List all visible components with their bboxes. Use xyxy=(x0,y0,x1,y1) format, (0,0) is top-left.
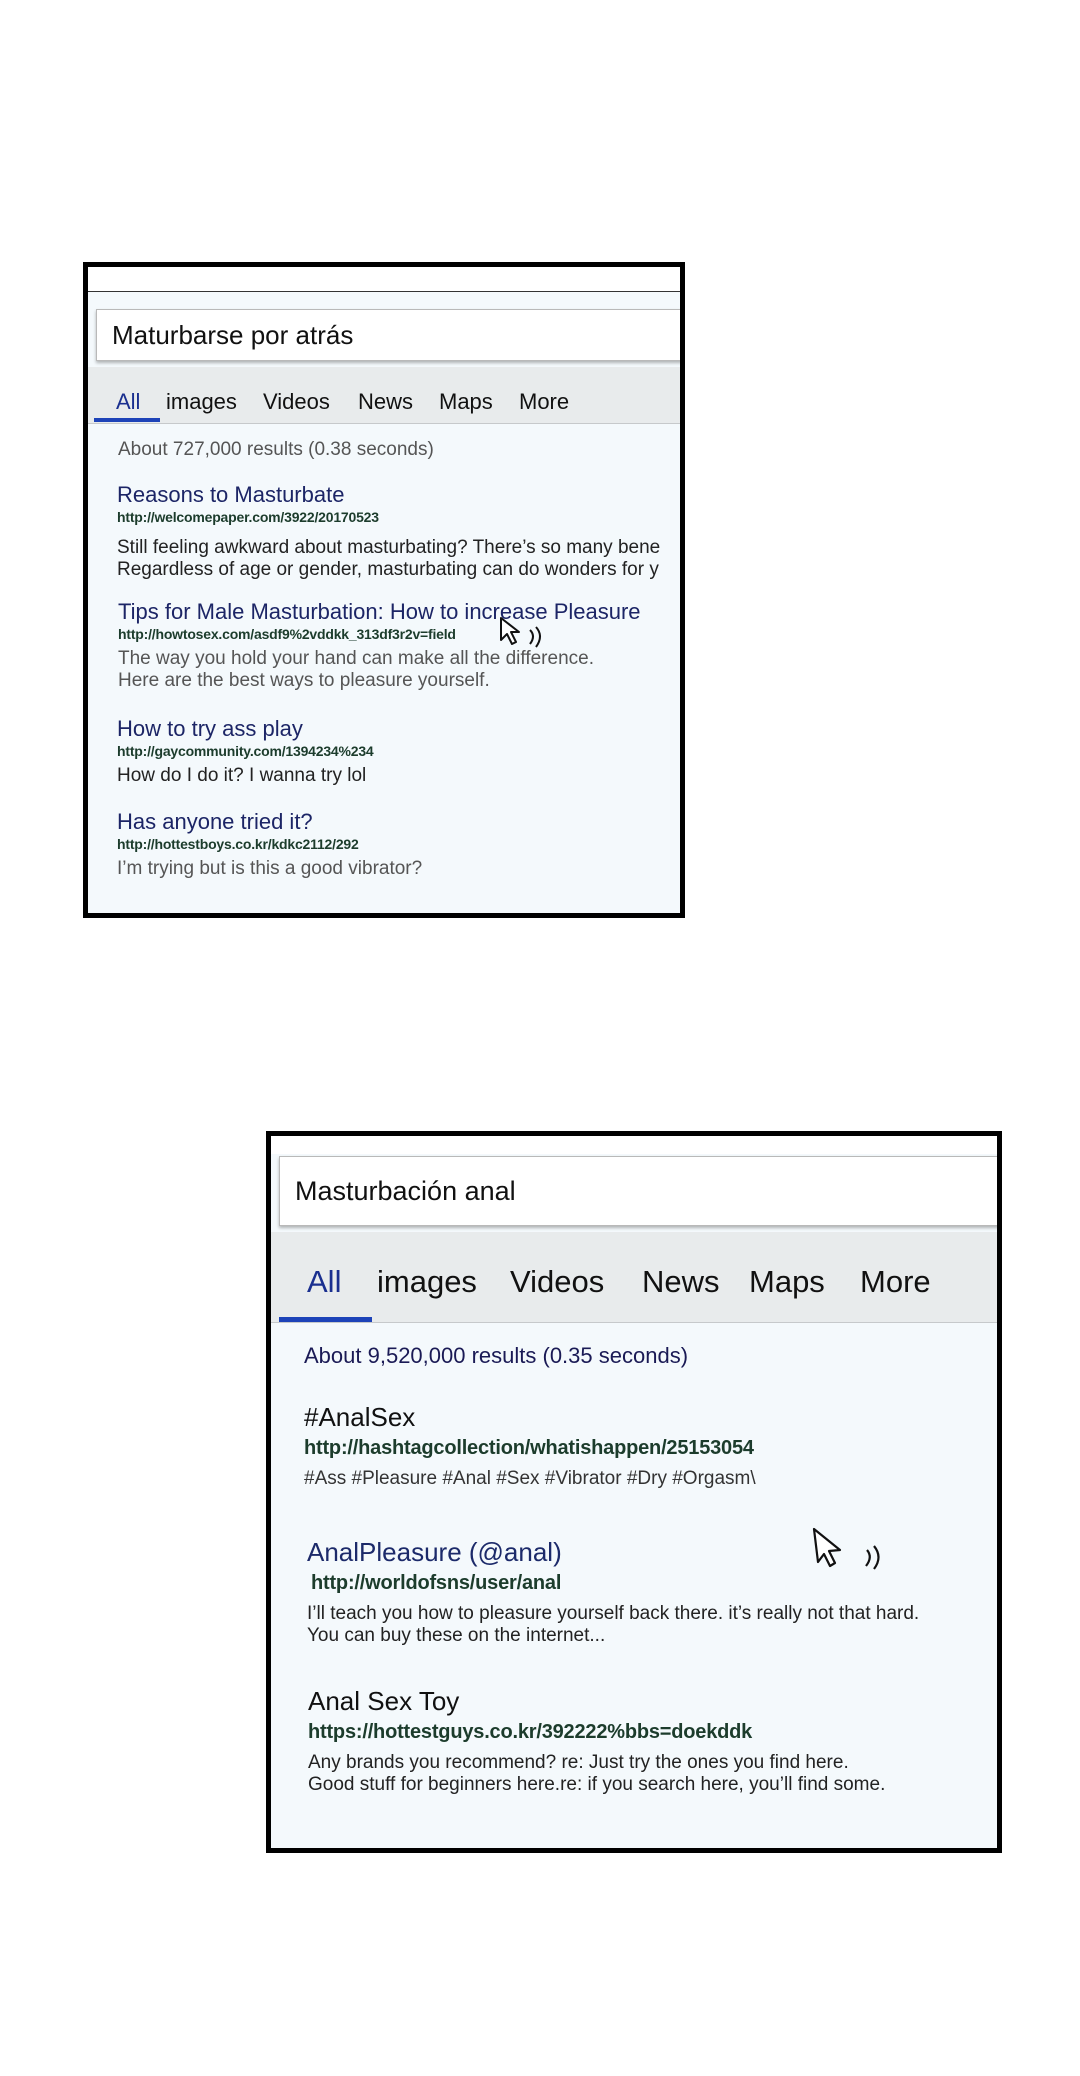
snippet-line: Good stuff for beginners here.re: if you search here, you’ll find some. xyxy=(308,1774,886,1795)
search-result xyxy=(117,809,422,880)
browser-top-bar xyxy=(271,1136,997,1154)
search-result xyxy=(118,599,641,692)
result-snippet xyxy=(304,1468,756,1490)
tab-more[interactable]: More xyxy=(860,1264,931,1299)
snippet-line: Still feeling awkward about masturbating? There’s so many bene xyxy=(117,537,661,558)
snippet-line: You can buy these on the internet... xyxy=(307,1625,606,1646)
search-result xyxy=(117,716,374,787)
result-url: http://hottestboys.co.kr/kdkc2112/292 xyxy=(117,836,359,852)
search-query-text: Masturbación anal xyxy=(295,1175,516,1206)
snippet-line: I’m trying but is this a good vibrator? xyxy=(117,858,423,879)
result-url: http://welcomepaper.com/3922/20170523 xyxy=(117,509,379,525)
snippet-line: Any brands you recommend? re: Just try the ones you find here. xyxy=(308,1752,849,1773)
mouse-pointer-icon xyxy=(498,616,548,658)
result-url: http://gaycommunity.com/1394234%234 xyxy=(117,743,374,759)
result-snippet xyxy=(307,1603,919,1647)
search-tabs xyxy=(271,1232,997,1323)
search-input[interactable] xyxy=(96,309,685,361)
result-snippet xyxy=(117,858,422,880)
mouse-pointer-icon xyxy=(811,1526,891,1578)
search-result xyxy=(117,482,660,581)
tab-all[interactable]: All xyxy=(307,1264,342,1299)
result-title-link[interactable]: Anal Sex Toy xyxy=(308,1686,460,1716)
browser-top-bar xyxy=(88,267,680,292)
tab-news[interactable]: News xyxy=(642,1264,720,1299)
snippet-line: Here are the best ways to pleasure yourself. xyxy=(118,670,490,691)
tab-videos[interactable]: Videos xyxy=(510,1264,605,1299)
snippet-line: Regardless of age or gender, masturbating can do wonders for y xyxy=(117,559,659,580)
result-title-link[interactable]: Reasons to Masturbate xyxy=(117,482,345,507)
result-title-link[interactable]: Tips for Male Masturbation: How to increase Pleasure xyxy=(118,599,641,624)
result-title-link[interactable]: Has anyone tried it? xyxy=(117,809,313,834)
result-stats: About 727,000 results (0.38 seconds) xyxy=(118,439,434,460)
result-url: http://howtosex.com/asdf9%2vddkk_313df3r2v=field xyxy=(118,626,456,642)
search-query-text: Maturbarse por atrás xyxy=(112,319,354,350)
result-url: http://worldofsns/user/anal xyxy=(311,1572,562,1594)
tab-all[interactable]: All xyxy=(116,389,141,414)
search-result xyxy=(308,1686,885,1796)
tab-images[interactable]: images xyxy=(166,389,237,414)
tab-news[interactable]: News xyxy=(358,389,414,414)
snippet-line: The way you hold your hand can make all the difference. xyxy=(118,648,594,669)
tab-images[interactable]: images xyxy=(377,1264,477,1299)
result-snippet xyxy=(308,1752,885,1796)
search-input[interactable] xyxy=(279,1156,1002,1226)
tab-maps[interactable]: Maps xyxy=(439,389,493,414)
snippet-line: How do I do it? I wanna try lol xyxy=(117,765,367,786)
search-result xyxy=(304,1402,756,1490)
result-title-link[interactable]: AnalPleasure (@anal) xyxy=(307,1537,562,1567)
result-snippet xyxy=(118,648,641,692)
tab-videos[interactable]: Videos xyxy=(263,389,330,414)
result-snippet xyxy=(117,537,660,581)
search-panel-2 xyxy=(266,1131,1002,1853)
snippet-line: I’ll teach you how to pleasure yourself back there. it’s really not that hard. xyxy=(307,1603,920,1624)
search-panel-1 xyxy=(83,262,685,918)
snippet-line: #Ass #Pleasure #Anal #Sex #Vibrator #Dry #Orgasm\ xyxy=(304,1468,756,1489)
search-tabs xyxy=(88,367,680,424)
tab-more[interactable]: More xyxy=(519,389,570,414)
result-url: https://hottestguys.co.kr/392222%bbs=doekddk xyxy=(308,1721,753,1743)
result-title-link[interactable]: How to try ass play xyxy=(117,716,303,741)
active-tab-indicator xyxy=(94,418,160,422)
result-title-link[interactable]: #AnalSex xyxy=(304,1402,416,1432)
result-url: http://hashtagcollection/whatishappen/25153054 xyxy=(304,1437,754,1459)
result-stats: About 9,520,000 results (0.35 seconds) xyxy=(304,1343,689,1368)
active-tab-indicator xyxy=(279,1317,372,1322)
tab-maps[interactable]: Maps xyxy=(749,1264,825,1299)
result-snippet xyxy=(117,765,374,787)
